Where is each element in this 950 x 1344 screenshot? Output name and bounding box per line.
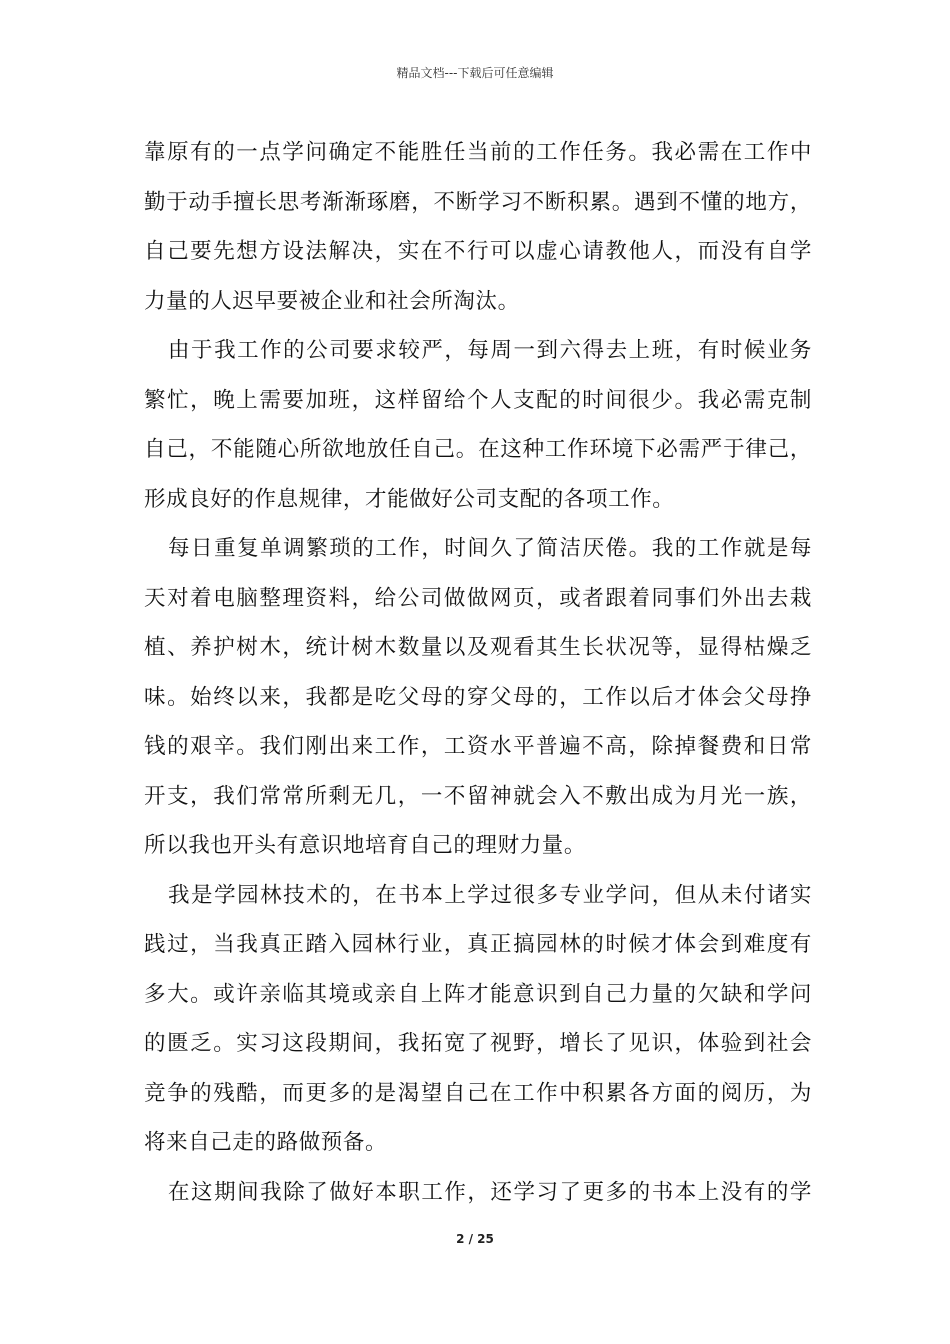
text-line: 形成良好的作息规律，才能做好公司支配的各项工作。 xyxy=(144,486,675,512)
document-body xyxy=(144,128,812,1217)
text-line: 每日重复单调繁琐的工作，时间久了简洁厌倦。我的工作就是每 xyxy=(168,536,812,561)
text-line: 勤于动手擅长思考渐渐琢磨，不断学习不断积累。遇到不懂的地方， xyxy=(144,189,812,215)
text-line: 践过，当我真正踏入园林行业，真正搞园林的时候才体会到难度有 xyxy=(144,932,812,957)
text-line: 天对着电脑整理资料，给公司做做网页，或者跟着同事们外出去栽 xyxy=(144,585,812,611)
page-header: 精品文档---下载后可任意编辑 xyxy=(396,66,554,80)
text-line: 的匮乏。实习这段期间，我拓宽了视野，增长了见识，体验到社会 xyxy=(144,1031,812,1056)
text-line: 自己要先想方设法解决，实在不行可以虚心请教他人，而没有自学 xyxy=(144,239,812,264)
text-line: 所以我也开头有意识地培育自己的理财力量。 xyxy=(144,833,587,858)
text-line: 钱的艰辛。我们刚出来工作，工资水平普遍不高，除掉餐费和日常 xyxy=(144,734,812,759)
text-line: 在这期间我除了做好本职工作，还学习了更多的书本上没有的学 xyxy=(168,1179,812,1205)
text-line: 自己，不能随心所欲地放任自己。在这种工作环境下必需严于律己， xyxy=(144,437,812,462)
text-line: 我是学园林技术的，在书本上学过很多专业学问，但从未付诸实 xyxy=(168,882,812,908)
text-line: 味。始终以来，我都是吃父母的穿父母的，工作以后才体会父母挣 xyxy=(144,684,812,710)
text-line: 将来自己走的路做预备。 xyxy=(144,1130,388,1155)
text-line: 力量的人迟早要被企业和社会所淘汰。 xyxy=(144,288,520,314)
text-line: 多大。或许亲临其境或亲自上阵才能意识到自己力量的欠缺和学问 xyxy=(144,981,812,1007)
page-number: 2 / 25 xyxy=(456,1232,494,1246)
text-line: 植、养护树木，统计树木数量以及观看其生长状况等，显得枯燥乏 xyxy=(144,635,812,660)
text-line: 竞争的残酷，而更多的是渴望自己在工作中积累各方面的阅历，为 xyxy=(144,1080,812,1106)
text-line: 开支，我们常常所剩无几，一不留神就会入不敷出成为月光一族， xyxy=(144,783,812,809)
text-line: 繁忙，晚上需要加班，这样留给个人支配的时间很少。我必需克制 xyxy=(144,387,812,413)
text-line: 由于我工作的公司要求较严，每周一到六得去上班，有时候业务 xyxy=(168,338,812,363)
text-line: 靠原有的一点学问确定不能胜任当前的工作任务。我必需在工作中 xyxy=(144,140,812,165)
